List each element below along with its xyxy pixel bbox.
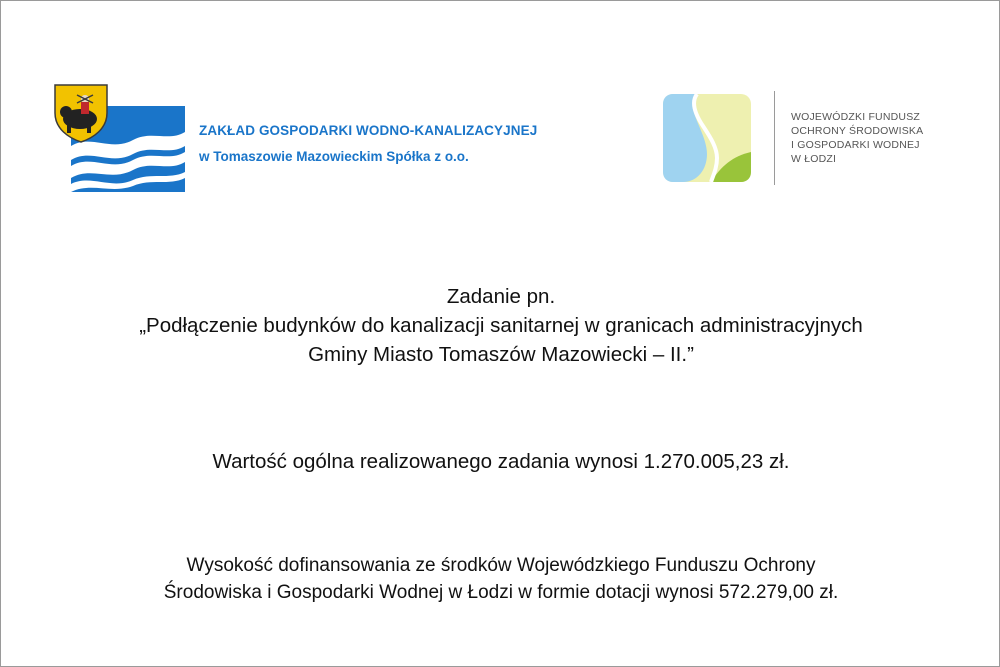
fund-name-line: WOJEWÓDZKI FUNDUSZ: [791, 111, 921, 123]
value-section: [1, 448, 1000, 476]
wfos-emblem-icon: [661, 92, 753, 184]
fund-name-line: W ŁODZI: [791, 153, 837, 165]
funding-line1: Wysokość dofinansowania ze środków Wojewódzkiego Funduszu Ochrony: [186, 555, 816, 576]
logo-divider: [774, 91, 775, 185]
wfos-logo: [661, 89, 961, 189]
total-value-text: Wartość ogólna realizowanego zadania wynosi 1.270.005,23 zł.: [212, 450, 790, 473]
task-heading: Zadanie pn.: [446, 285, 556, 308]
fund-name-line: OCHRONY ŚRODOWISKA: [791, 125, 924, 137]
funding-section: [1, 552, 1000, 606]
coat-of-arms-icon: [53, 83, 109, 143]
funding-line2: Środowiska i Gospodarki Wodnej w Łodzi w formie dotacji wynosi 572.279,00 zł.: [163, 582, 839, 603]
company-name-line2: w Tomaszowie Mazowieckim Spółka z o.o.: [199, 149, 469, 164]
task-section: [1, 282, 1000, 369]
zgwk-logo: [53, 83, 538, 198]
task-title-line1: „Podłączenie budynków do kanalizacji sanitarnej w granicach administracyjnych: [139, 314, 863, 337]
fund-name: [791, 110, 923, 166]
task-title-line2: Gminy Miasto Tomaszów Mazowiecki – II.”: [308, 343, 694, 366]
fund-name-line: I GOSPODARKI WODNEJ: [791, 139, 920, 151]
company-name-line1: ZAKŁAD GOSPODARKI WODNO-KANALIZACYJNEJ: [199, 123, 538, 138]
